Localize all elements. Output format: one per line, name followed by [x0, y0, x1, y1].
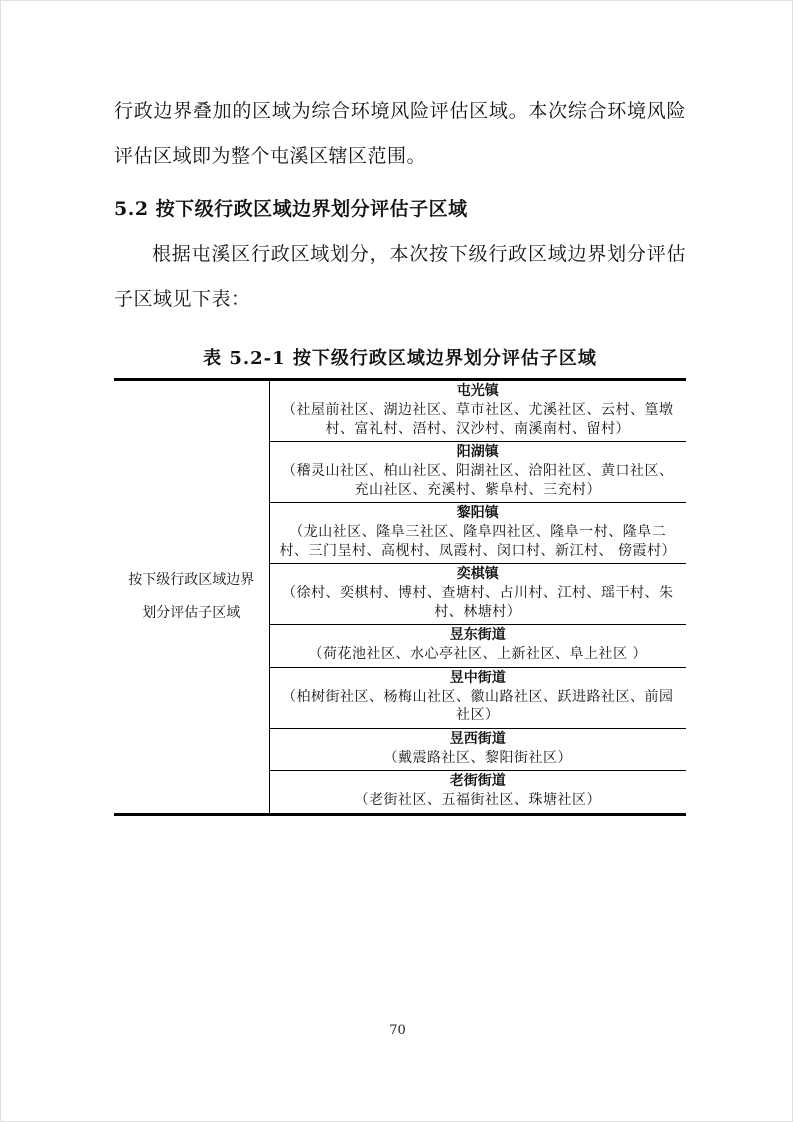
member-list: （柏树街社区、杨梅山社区、徽山路社区、跃进路社区、前园社区）	[282, 688, 674, 723]
member-list: （荷花池社区、水心亭社区、上新社区、阜上社区 ）	[308, 646, 647, 662]
table-cell-town-0	[269, 380, 686, 442]
row-header-line1: 按下级行政区域边界	[128, 571, 255, 588]
town-name: 昱西街道	[449, 730, 506, 747]
town-name: 奕棋镇	[456, 566, 499, 582]
region-table	[114, 378, 686, 816]
table-title: 表 5.2-1 按下级行政区域边界划分评估子区域	[203, 348, 597, 369]
town-name: 老街街道	[449, 773, 506, 789]
intro-paragraph: 行政边界叠加的区域为综合环境风险评估区域。本次综合环境风险评估区域即为整个屯溪区辖区范围。	[114, 100, 686, 167]
town-name: 昱中街道	[449, 669, 506, 686]
page-content	[114, 89, 686, 816]
member-list: （徐村、奕棋村、博村、查塘村、占川村、江村、瑶干村、朱村、林塘村）	[282, 585, 674, 620]
member-list: （老街社区、五福街社区、珠塘社区）	[354, 792, 601, 808]
member-list: （龙山社区、隆阜三社区、隆阜四社区、隆阜一村、隆阜二村、三门呈村、高枧村、凤霞村、闵口村、新江村、 傍霞村）	[279, 524, 676, 559]
member-list: （稽灵山社区、柏山社区、阳湖社区、洽阳社区、黄口社区、充山社区、充溪村、紫阜村、三充村）	[282, 463, 674, 498]
table-cell-town-5	[269, 667, 686, 728]
table-cell-town-1	[269, 442, 686, 503]
table-cell-town-6	[269, 728, 686, 771]
section-paragraph: 根据屯溪区行政区域划分，本次按下级行政区域边界划分评估子区域见下表：	[114, 243, 686, 310]
table-cell-town-3	[269, 564, 686, 625]
page-number: 70	[389, 1023, 406, 1038]
table-cell-town-2	[269, 503, 686, 564]
member-list: （戴震路社区、黎阳街社区）	[383, 749, 572, 766]
table-cell-town-7	[269, 771, 686, 815]
table-cell-town-4	[269, 625, 686, 668]
member-list: （社屋前社区、湖边社区、草市社区、尤溪社区、云村、篁墩村、富礼村、浯村、汉沙村、南溪南村、留村）	[282, 402, 674, 437]
section-heading-5-2: 5.2 按下级行政区域边界划分评估子区域	[114, 198, 468, 220]
row-header-line2: 划分评估子区域	[142, 604, 241, 621]
town-name: 屯光镇	[456, 383, 499, 399]
town-name: 黎阳镇	[456, 505, 499, 521]
table-row-header-cell	[114, 380, 269, 815]
town-name: 阳湖镇	[456, 444, 499, 460]
town-name: 昱东街道	[449, 627, 506, 643]
table-row	[114, 380, 686, 442]
